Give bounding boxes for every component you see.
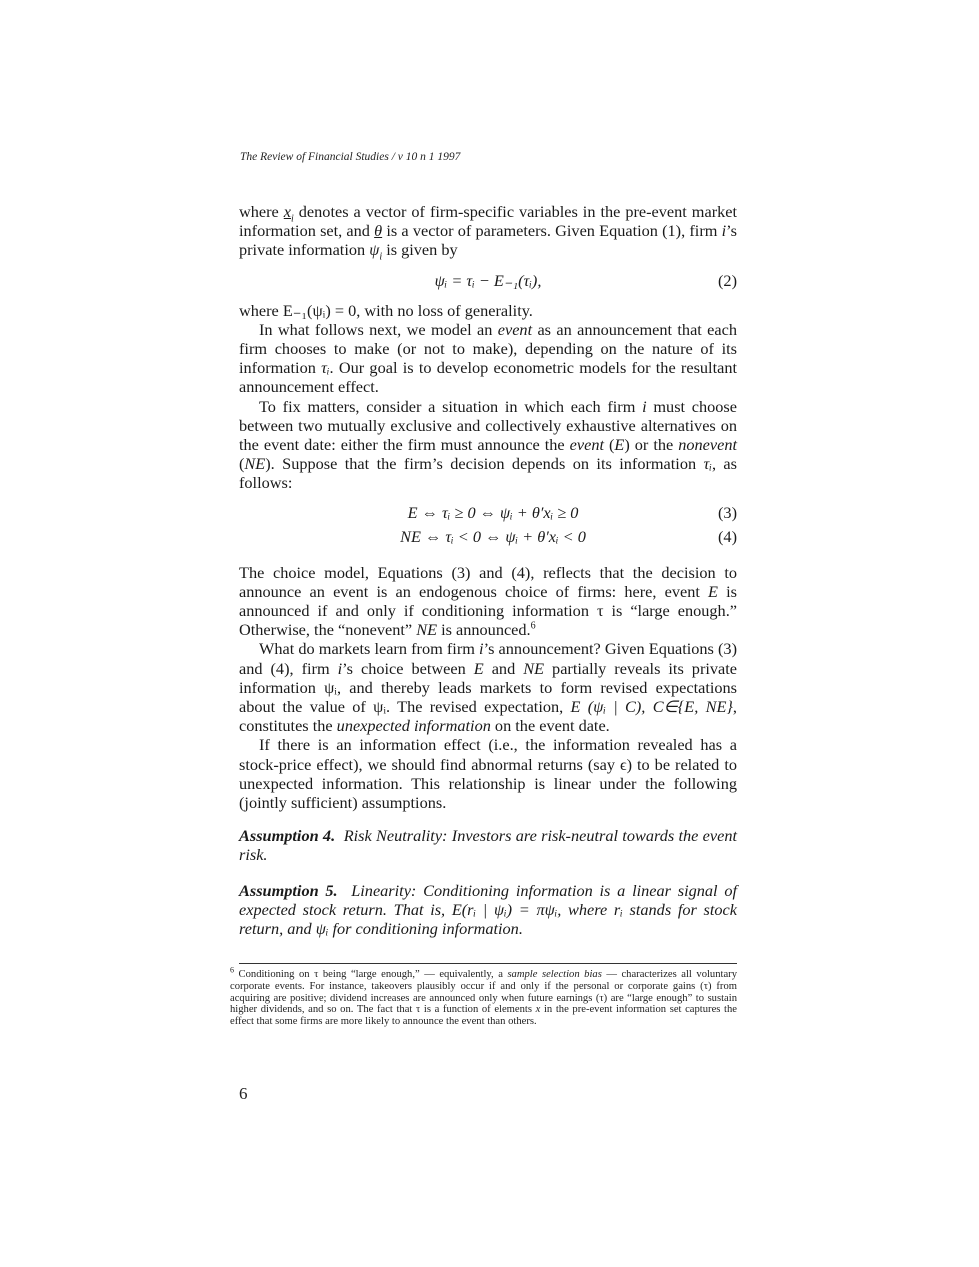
assumption-text: Risk Neutrality: Investors are risk-neutral towards the event risk. [239, 826, 737, 865]
emphasis: nonevent [678, 435, 737, 455]
text-run: ’s choice between [342, 658, 474, 678]
var-NE: NE [416, 620, 438, 640]
equation-4 [239, 527, 737, 551]
text-run: Conditioning on τ being “large enough,” — equivalently, a [234, 969, 508, 980]
assumption-label: Assumption 5. [239, 880, 338, 900]
equation-body: E ⇔ τᵢ ≥ 0 ⇔ ψᵢ + θ′xᵢ ≥ 0 [407, 502, 579, 522]
var-NE: NE [523, 658, 545, 678]
text-run: denotes a vector of firm-specific variables in the pre-event market information set, and [239, 202, 738, 241]
text-run: is announced if and only if conditioning information τ is “large enough.” Otherwise, the “nonevent” [239, 581, 738, 640]
text-run: on the event date. [490, 716, 610, 736]
text-run: — characterizes all voluntary corporate events. For instance, takeovers plausibly occur if and only if the personal or corporate gains (τ) from acquiring are positive; dividend increases are announced only when future earnings (τ) are “large enough” to sustain higher dividends, and so on. The fact that τ is a function of elements [230, 969, 738, 1016]
paragraph-7: If there is an information effect (i.e., the information revealed has a stock-price effect), we should find abnormal returns (say ϵ) to be related to unexpected information. This relationship is linear under the following (jointly sufficient) assumptions. [239, 735, 737, 813]
var-psi: ψ [369, 240, 380, 260]
text-run: partially reveals its private information ψᵢ, and thereby leads markets to form revised expectations about the value of ψᵢ. The revised expectation, [239, 658, 738, 717]
text-run: ). Suppose that the firm’s decision depends on its information [265, 454, 704, 474]
var-i: i [337, 658, 343, 678]
text-run: is announced. [437, 620, 531, 640]
var-i: i [721, 221, 727, 241]
text-run: ’s private information [239, 221, 737, 260]
var-sub: i [291, 213, 294, 225]
var-i: i [642, 396, 647, 416]
equation-body: ψᵢ = τᵢ − E₋₁(τᵢ), [434, 270, 542, 290]
text-run: and [483, 658, 524, 678]
text-run: is a vector of parameters. Given Equation (1), firm [382, 221, 722, 241]
emphasis: sample selection bias [507, 969, 602, 980]
var-E: E [708, 581, 718, 601]
var-E: E [473, 658, 484, 678]
assumption-text: Linearity: Conditioning information is a linear signal of expected stock return. That is, E(rᵢ | ψᵢ) = πψᵢ, where rᵢ stands for stock return, and ψᵢ for conditioning information. [239, 880, 738, 939]
equation-number: (4) [718, 526, 737, 546]
text-run: ( [604, 435, 615, 455]
paragraph-1 [239, 202, 738, 263]
equation-2 [239, 271, 737, 293]
text-run: The choice model, Equations (3) and (4), reflects that the decision to announce an event is an endogenous choice of firms: here, event [239, 562, 737, 601]
footnote [230, 965, 738, 1028]
page-number: 6 [239, 1084, 248, 1103]
footnote-ref: 6 [530, 620, 536, 632]
assumption-4 [239, 826, 737, 864]
equation-number: (3) [718, 502, 737, 522]
main-text [239, 202, 737, 938]
math-expression: E (ψᵢ | C), C∈{E, NE} [570, 697, 733, 717]
equation-3 [239, 503, 737, 527]
var-theta: θ [374, 221, 383, 241]
text-run: What do markets learn from firm [259, 639, 480, 659]
var-sub: i [379, 251, 383, 263]
text-run: in the pre-event information set captures the effect that some firms are more likely to announce the event than others. [230, 1004, 737, 1028]
equations-3-4 [239, 503, 737, 551]
running-head: The Review of Financial Studies / v 10 n 1 1997 [240, 151, 461, 163]
emphasis: event [569, 435, 604, 455]
var-tau: τᵢ [321, 358, 330, 378]
paragraph-3 [239, 320, 737, 397]
paragraph-4 [239, 397, 737, 493]
text-run: must choose between two mutually exclusive and collectively exhaustive alternatives on the event date: either the firm must announce the [239, 396, 737, 455]
text-run: To fix matters, consider a situation in which each firm [259, 396, 643, 416]
text-run: where [239, 202, 284, 221]
paragraph-2: where E₋₁(ψᵢ) = 0, with no loss of generality. [239, 300, 533, 320]
var-NE: NE [244, 454, 266, 474]
equation-number: (2) [718, 270, 737, 290]
text-run: ) or the [624, 435, 679, 455]
var-E: E [614, 435, 625, 455]
emphasis: event [497, 319, 533, 339]
paragraph-5 [239, 563, 737, 640]
assumption-5 [239, 881, 737, 939]
var-x: x [283, 202, 292, 221]
var-x: x [535, 1004, 541, 1016]
text-run: ( [239, 454, 245, 474]
footnote-mark: 6 [230, 965, 234, 975]
assumption-label: Assumption 4. [239, 826, 336, 846]
text-run: is given by [382, 240, 458, 260]
footnote-rule [239, 963, 737, 964]
paragraph-6 [239, 639, 737, 735]
emphasis: unexpected information [336, 716, 491, 736]
text-run: , constitutes the [239, 697, 737, 736]
text-run: as an announcement that each firm chooses to make (or not to make), depending on the nature of its information [239, 319, 738, 378]
var-tau: τᵢ [703, 454, 712, 474]
text-run: In what follows next, we model an [259, 319, 498, 339]
equation-body: NE ⇔ τᵢ < 0 ⇔ ψᵢ + θ′xᵢ < 0 [400, 526, 586, 546]
text-run: , as follows: [239, 454, 737, 493]
text-run: ’s announcement? Given Equations (3) and (4), firm [239, 639, 737, 678]
text-run: . Our goal is to develop econometric models for the resultant announcement effect. [239, 358, 737, 397]
var-i: i [479, 639, 484, 659]
